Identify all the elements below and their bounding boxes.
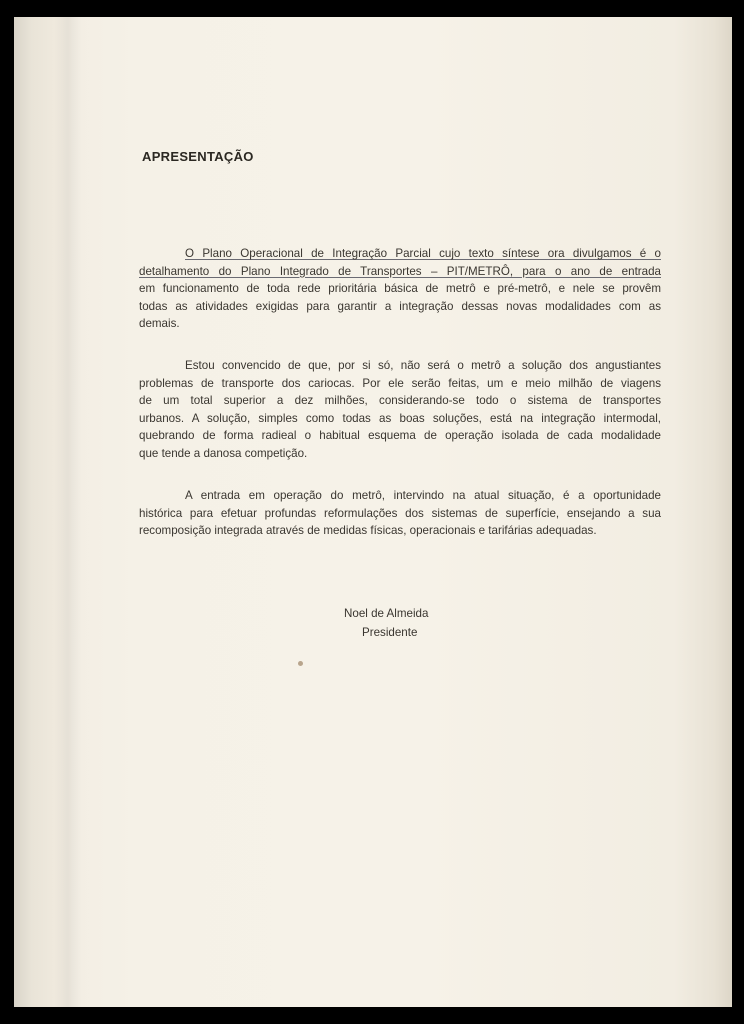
page-gutter-shadow: [54, 17, 82, 1007]
paper-speck: [298, 661, 303, 666]
paragraph-line: em funcionamento de toda rede prioritária básica de metrô e pré-metrô, e nele se provêm: [139, 282, 661, 295]
paragraph-line: histórica para efetuar profundas reformulações dos sistemas de superfície, ensejando a sua: [139, 506, 661, 520]
paragraph-line: demais.: [139, 317, 180, 330]
paragraph-line: O Plano Operacional de Integração Parcial cujo texto síntese ora divulgamos é o: [185, 247, 661, 260]
paragraph-3: [139, 487, 661, 540]
paragraph-line: todas as atividades exigidas para garantir a integração dessas novas modalidades com as: [139, 299, 661, 313]
paragraph-line: detalhamento do Plano Integrado de Transportes – PIT/METRÔ, para o ano de entrada: [139, 264, 661, 278]
paragraph-line: quebrando de forma radieal o habitual esquema de operação isolada de cada modalidade: [139, 429, 661, 442]
paragraph-line: de um total superior a dez milhões, considerando-se todo o sistema de transportes: [139, 394, 661, 407]
signatory-title: Presidente: [362, 626, 418, 639]
signature-block: [344, 604, 464, 642]
paragraph-line: A entrada em operação do metrô, intervindo na atual situação, é a oportunidade: [185, 489, 661, 502]
paragraph-line: problemas de transporte dos cariocas. Por ele serão feitas, um e meio milhão de viagens: [139, 376, 661, 390]
paragraph-1: [139, 245, 661, 333]
paragraph-2: [139, 357, 661, 462]
paragraph-line: Estou convencido de que, por si só, não será o metrô a solução dos angustiantes: [185, 359, 661, 372]
document-page: [14, 17, 732, 1007]
paragraph-line: recomposição integrada através de medidas físicas, operacionais e tarifárias adequadas.: [139, 524, 597, 537]
signatory-name: Noel de Almeida: [344, 607, 429, 620]
page-heading: APRESENTAÇÃO: [142, 149, 254, 164]
paragraph-line: urbanos. A solução, simples como todas as boas soluções, está na integração intermodal,: [139, 411, 661, 425]
paragraph-line: que tende a danosa competição.: [139, 446, 308, 460]
